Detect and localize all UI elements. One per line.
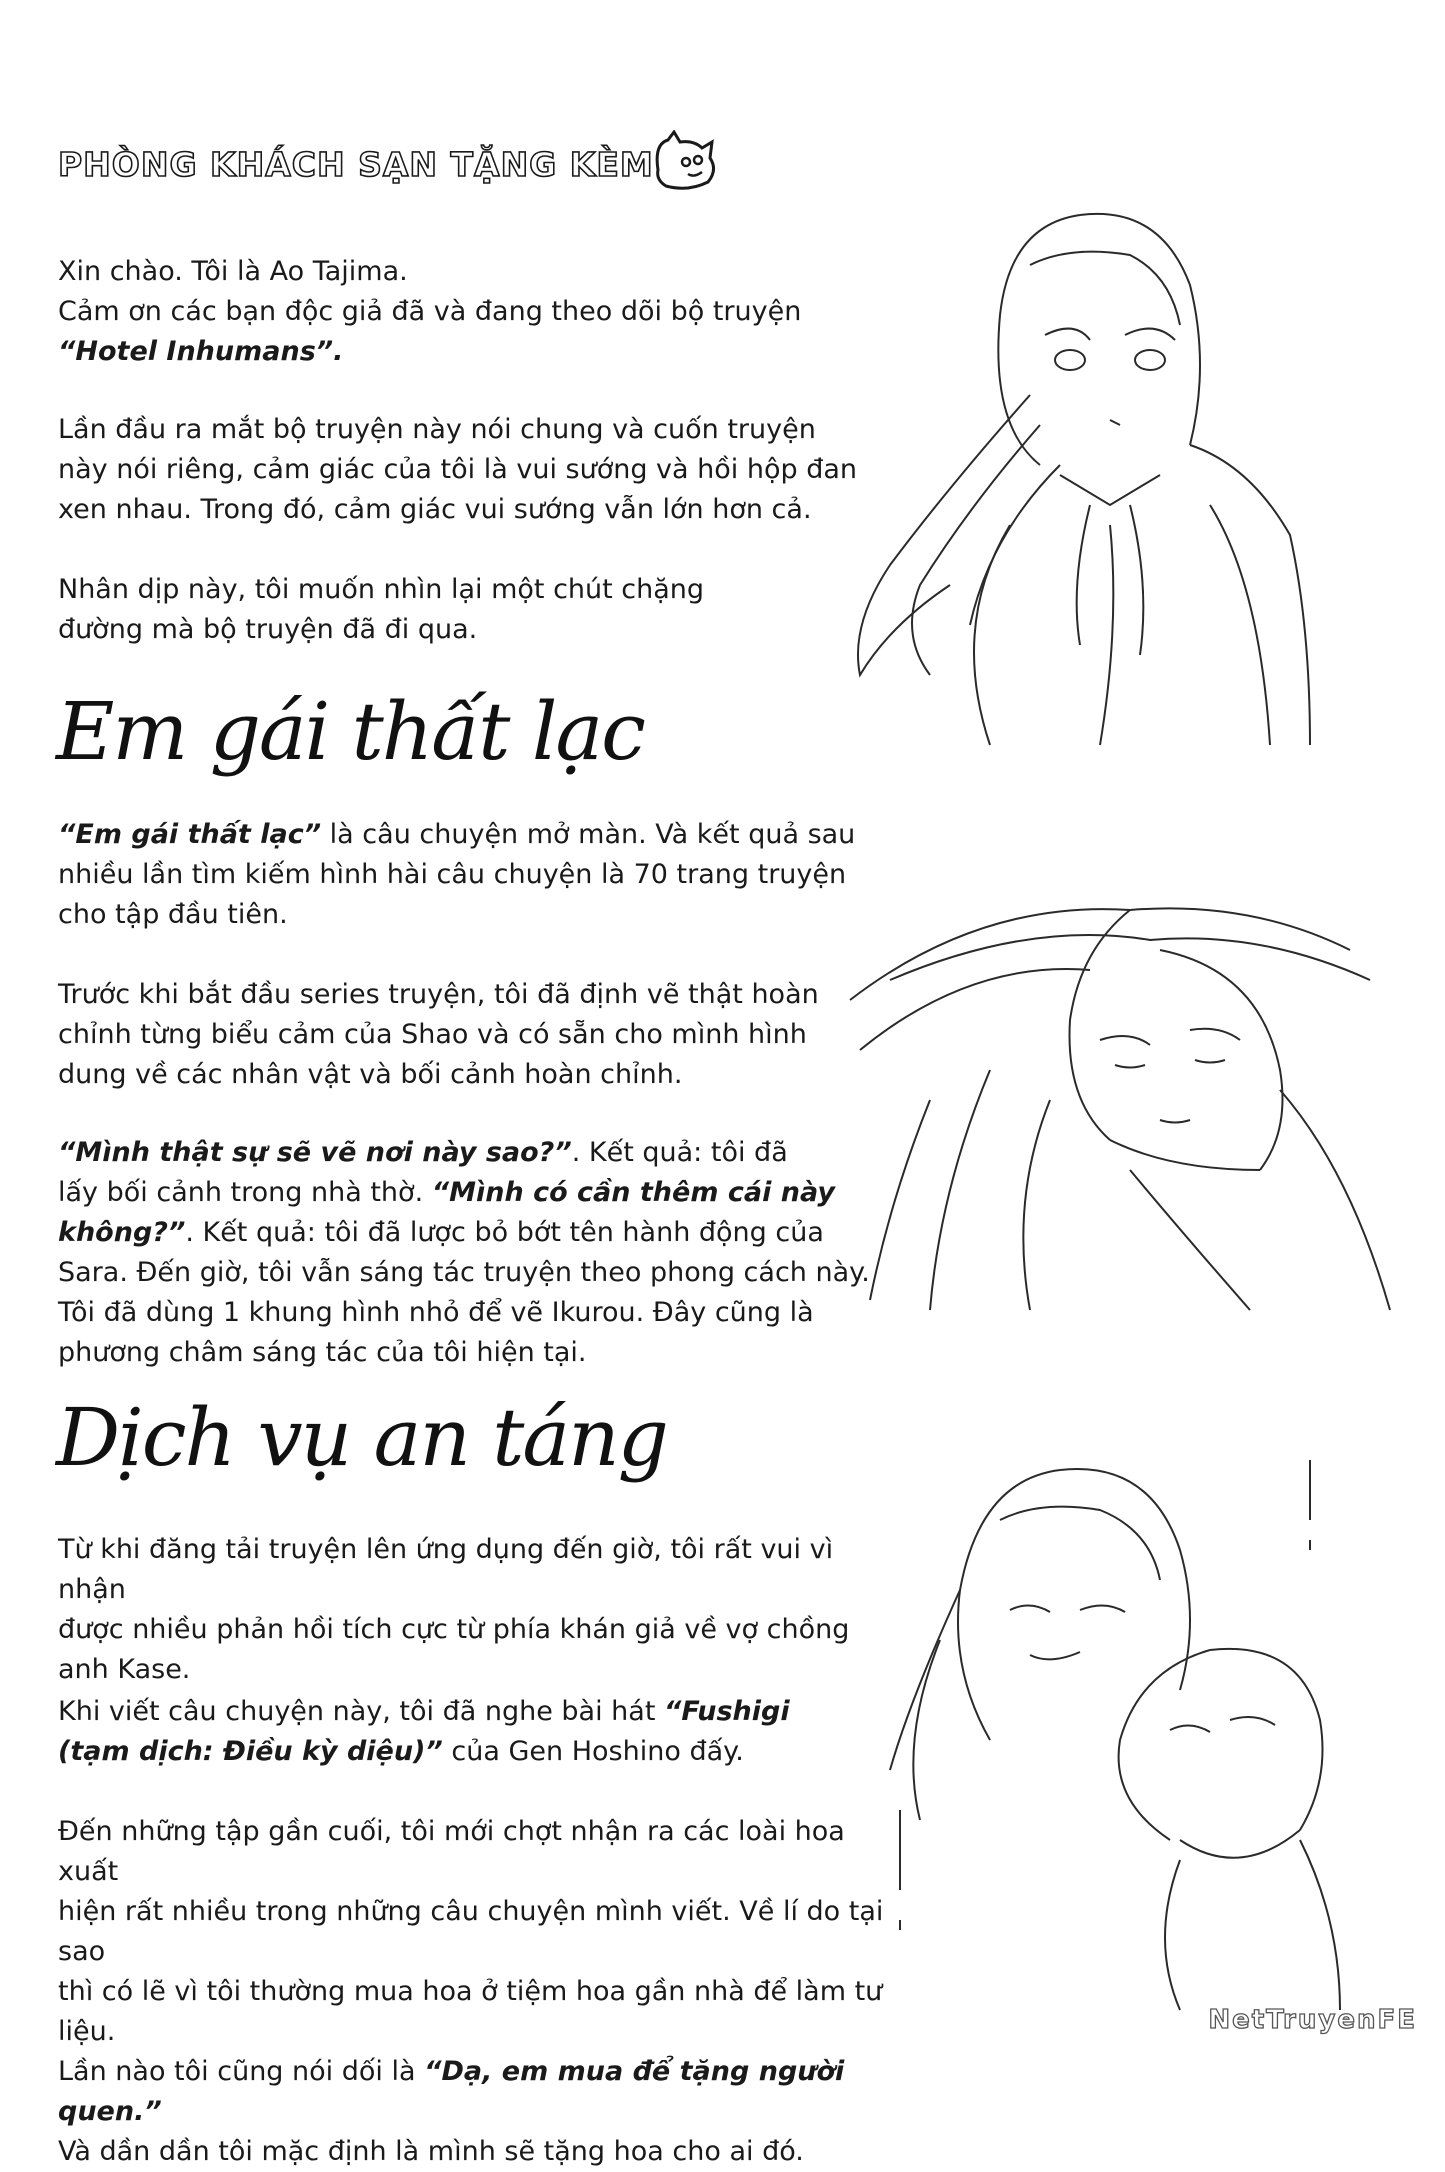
intro-paragraph-2: Lần đầu ra mắt bộ truyện này nói chung và cuốn truyện này nói riêng, cảm giác của tôi là vui sướng và hồi hộp đan xen nhau. Trong đó, cảm giác vui sướng vẫn lớn hơn cả. [58,414,858,525]
intro-paragraph-3: Nhân dịp này, tôi muốn nhìn lại một chút chặng đường mà bộ truyện đã đi qua. [58,574,705,645]
illustration-girl-long-hair [830,205,1390,750]
quote-2: “Mình có cần thêm cái này không?” [58,1177,835,1248]
section2-paragraph-2 [58,1692,888,1772]
answer-1: . Kết quả: tôi đã lấy bối cảnh trong nhà thờ. [58,1137,788,1208]
illustration-windswept-girl [830,870,1410,1330]
section1-paragraph-1 [58,815,888,935]
section2-p3-text: Đến những tập gần cuối, tôi mới chợt nhận ra các loài hoa xuất hiện rất nhiều trong những câu chuyện mình viết. Về lí do tại sao thì có lẽ vì tôi thường mua hoa ở tiệm hoa gần nhà để làm tư liệu. Lần nào tôi cũng nói dối là [58,1816,884,2087]
section2-p3-tail: Và dần dần tôi mặc định là mình sẽ tặng hoa cho ai đó. [58,2136,804,2167]
section1-p1-text: là câu chuyện mở màn. Và kết quả sau nhiều lần tìm kiếm hình hài câu chuyện là 70 trang truyện cho tập đầu tiên. [58,819,856,930]
section2-paragraph-1: Từ khi đăng tải truyện lên ứng dụng đến giờ, tôi rất vui vì nhận được nhiều phản hồi tích cực từ phía khán giả về vợ chồng anh Kase. [58,1534,850,1685]
song-title: “Fushigi (tạm dịch: Điều kỳ diệu)” [58,1696,790,1767]
section1-paragraph-3 [58,1133,888,1373]
section1-paragraph-2: Trước khi bắt đầu series truyện, tôi đã định vẽ thật hoàn chỉnh từng biểu cảm của Shao và có sẵn cho mình hình dung về các nhân vật và bối cảnh hoàn chỉnh. [58,979,819,1090]
section2-paragraph-3 [58,1812,888,2172]
intro-line-2: Cảm ơn các bạn độc giả đã và đang theo dõi bộ truyện [58,296,802,327]
section-title-em-gai-that-lac: Em gái thất lạc [56,685,644,778]
story-title-italic: “Em gái thất lạc” [58,819,322,850]
watermark: NetTruyenFE [1208,2005,1417,2035]
illustration-couple [880,1440,1410,2015]
section2-p2-tail: của Gen Hoshino đấy. [442,1736,744,1767]
intro-paragraph-1 [58,252,888,372]
quote-1: “Mình thật sự sẽ vẽ nơi này sao?” [58,1137,572,1168]
intro-line-1: Xin chào. Tôi là Ao Tajima. [58,256,408,287]
series-title: “Hotel Inhumans”. [58,336,344,367]
section2-p2-text: Khi viết câu chuyện này, tôi đã nghe bài hát [58,1696,665,1727]
cat-face-icon [648,130,720,192]
page-header-title: PHÒNG KHÁCH SẠN TẶNG KÈM [58,145,654,184]
florist-quote: “Dạ, em mua để tặng người quen.” [58,2056,845,2127]
section-title-dich-vu-an-tang: Dịch vụ an táng [56,1391,667,1484]
answer-2: . Kết quả: tôi đã lược bỏ bớt tên hành động của Sara. Đến giờ, tôi vẫn sáng tác truyện theo phong cách này. Tôi đã dùng 1 khung hình nhỏ để vẽ Ikurou. Đây cũng là phương châm sáng tác của tôi hiện tại. [58,1217,870,1368]
